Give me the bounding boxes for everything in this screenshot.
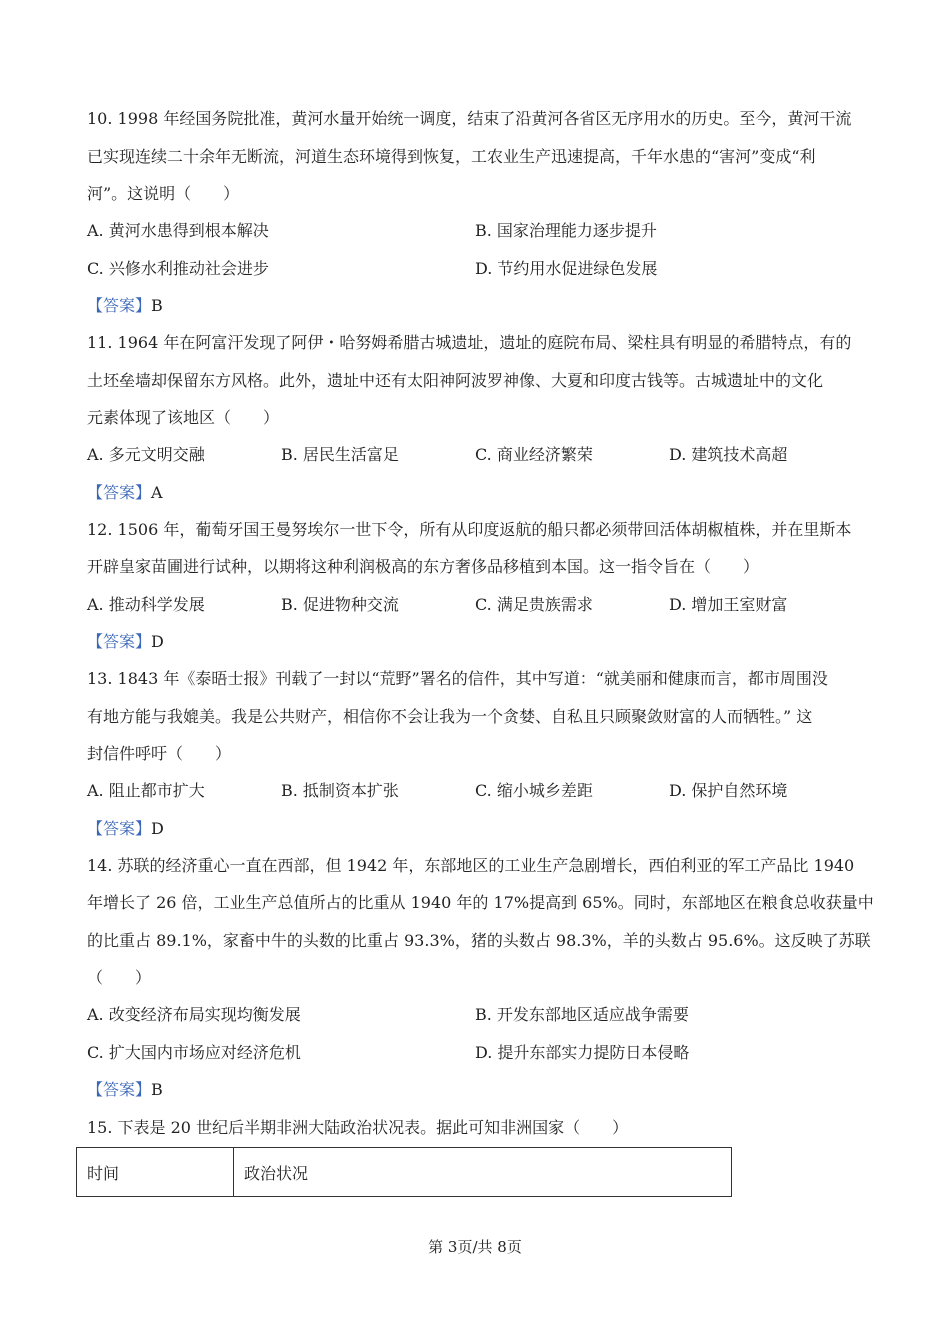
q14-line-4: （ ） <box>87 968 152 987</box>
answer-value: A <box>151 483 163 502</box>
q12-line-2: 开辟皇家苗圃进行试种，以期将这种利润极高的东方奢侈品移植到本国。这一指令旨在（ ） <box>87 557 760 576</box>
answer-tag: 【答案】 <box>87 1080 152 1099</box>
q14-option-c: C. 扩大国内市场应对经济危机 <box>87 1043 301 1062</box>
table-header-politics: 政治状况 <box>234 1148 732 1197</box>
answer-tag: 【答案】 <box>87 632 152 651</box>
answer-tag: 【答案】 <box>87 296 152 315</box>
q12-answer <box>87 631 164 653</box>
q10-line-2: 已实现连续二十余年无断流，河道生态环境得到恢复，工农业生产迅速提高，千年水患的“害河”变成“利 <box>87 147 816 166</box>
q13-line-1: 13. 1843 年《泰晤士报》刊载了一封以“荒野”署名的信件，其中写道：“就美丽和健康而言，都市周围没 <box>87 669 828 688</box>
answer-value: B <box>151 1080 163 1099</box>
q11-option-d: D. 建筑技术高超 <box>669 445 788 464</box>
q14-option-b: B. 开发东部地区适应战争需要 <box>475 1005 689 1024</box>
q10-option-b: B. 国家治理能力逐步提升 <box>475 221 657 240</box>
q14-option-a: A. 改变经济布局实现均衡发展 <box>87 1005 301 1024</box>
q13-line-2: 有地方能与我媲美。我是公共财产，相信你不会让我为一个贪婪、自私且只顾聚敛财富的人而牺牲。” 这 <box>87 707 813 726</box>
q13-option-b: B. 抵制资本扩张 <box>281 781 399 800</box>
answer-value: D <box>151 819 164 838</box>
q12-option-a: A. 推动科学发展 <box>87 595 205 614</box>
q12-option-c: C. 满足贵族需求 <box>475 595 593 614</box>
politics-table <box>76 1147 732 1197</box>
q11-option-a: A. 多元文明交融 <box>87 445 205 464</box>
answer-value: B <box>151 296 163 315</box>
q11-line-3: 元素体现了该地区（ ） <box>87 408 280 427</box>
q10-option-c: C. 兴修水利推动社会进步 <box>87 259 269 278</box>
q14-line-1: 14. 苏联的经济重心一直在西部，但 1942 年，东部地区的工业生产急剧增长，西伯利亚的军工产品比 1940 <box>87 856 855 875</box>
q11-option-c: C. 商业经济繁荣 <box>475 445 593 464</box>
table-row <box>77 1148 732 1197</box>
q13-option-c: C. 缩小城乡差距 <box>475 781 593 800</box>
q11-line-1: 11. 1964 年在阿富汗发现了阿伊・哈努姆希腊古城遗址，遗址的庭院布局、梁柱具有明显的希腊特点，有的 <box>87 333 852 352</box>
q10-answer <box>87 295 163 317</box>
q14-line-2: 年增长了 26 倍，工业生产总值所占的比重从 1940 年的 17%提高到 65%。同时，东部地区在粮食总收获量中 <box>87 893 874 912</box>
q10-line-3: 河”。这说明（ ） <box>87 184 240 203</box>
answer-tag: 【答案】 <box>87 483 152 502</box>
q13-line-3: 封信件呼吁（ ） <box>87 744 232 763</box>
answer-tag: 【答案】 <box>87 819 152 838</box>
page-footer: 第 3页/共 8页 <box>428 1238 522 1256</box>
q12-line-1: 12. 1506 年，葡萄牙国王曼努埃尔一世下令，所有从印度返航的船只都必须带回活体胡椒植株，并在里斯本 <box>87 520 852 539</box>
table-header-time: 时间 <box>77 1148 234 1197</box>
q10-line-1: 10. 1998 年经国务院批准，黄河水量开始统一调度，结束了沿黄河各省区无序用水的历史。至今，黄河干流 <box>87 109 852 128</box>
q14-option-d: D. 提升东部实力提防日本侵略 <box>475 1043 690 1062</box>
q13-option-a: A. 阻止都市扩大 <box>87 781 205 800</box>
answer-value: D <box>151 632 164 651</box>
q12-option-d: D. 增加王室财富 <box>669 595 788 614</box>
q10-option-a: A. 黄河水患得到根本解决 <box>87 221 269 240</box>
q11-answer <box>87 482 163 504</box>
q15-line-1: 15. 下表是 20 世纪后半期非洲大陆政治状况表。据此可知非洲国家（ ） <box>87 1118 629 1137</box>
q11-option-b: B. 居民生活富足 <box>281 445 399 464</box>
q14-line-3: 的比重占 89.1%，家畜中牛的头数的比重占 93.3%，猪的头数占 98.3%，羊的头数占 95.6%。这反映了苏联 <box>87 931 871 950</box>
q13-option-d: D. 保护自然环境 <box>669 781 788 800</box>
q12-option-b: B. 促进物种交流 <box>281 595 399 614</box>
q11-line-2: 土坯垒墙却保留东方风格。此外，遗址中还有太阳神阿波罗神像、大夏和印度古钱等。古城遗址中的文化 <box>87 371 824 390</box>
q10-option-d: D. 节约用水促进绿色发展 <box>475 259 658 278</box>
q13-answer <box>87 818 164 840</box>
q14-answer <box>87 1079 163 1101</box>
